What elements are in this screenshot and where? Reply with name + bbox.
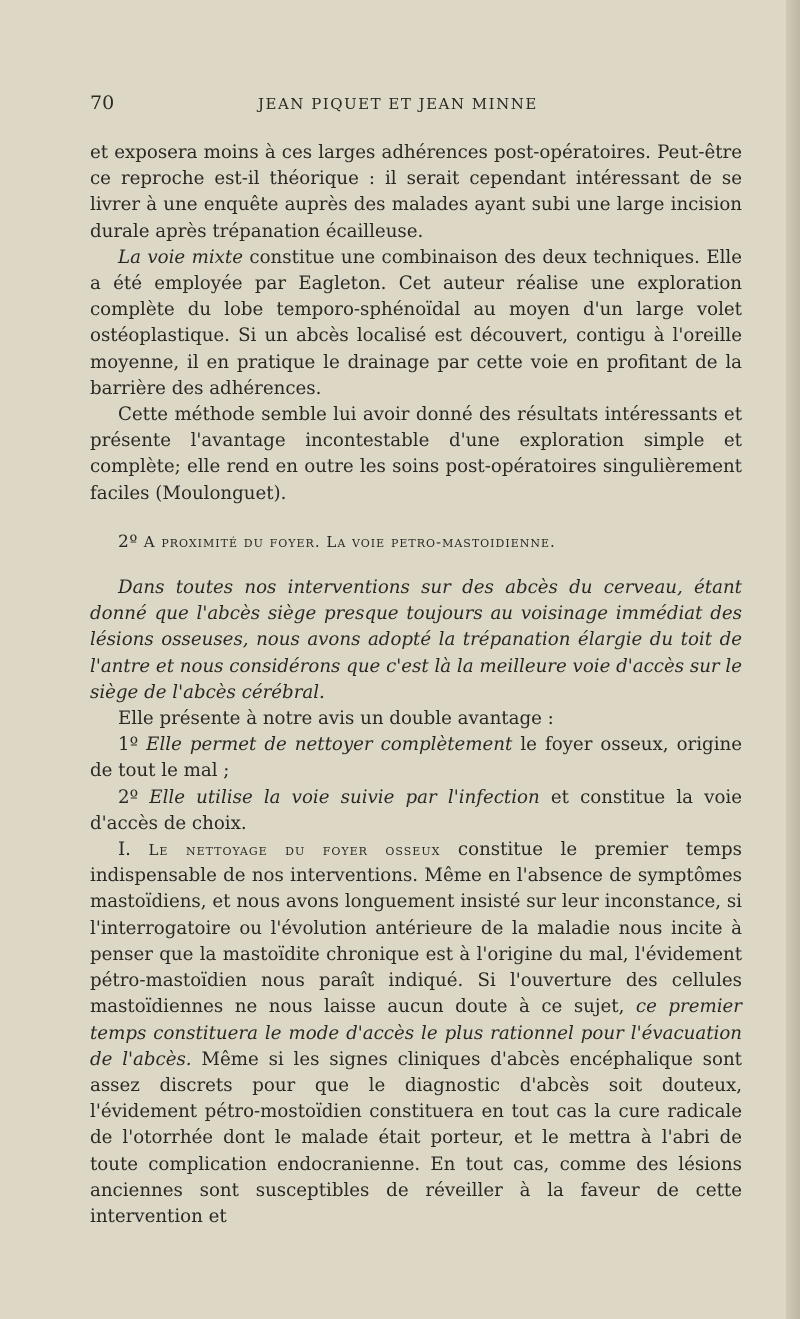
page-body xyxy=(90,140,742,1230)
item-text: et constitue la voie d'accès de choix. xyxy=(90,786,742,834)
paragraph: Elle présente à notre avis un double avantage : xyxy=(118,708,554,730)
emphasis: Elle utilise la voie suivie par l'infection xyxy=(149,786,540,808)
emphasis: Elle permet de nettoyer complètement xyxy=(146,734,513,756)
section-number: 2º xyxy=(118,531,138,552)
item-number: 1º xyxy=(118,734,139,756)
running-title: JEAN PIQUET ET JEAN MINNE xyxy=(258,95,538,113)
paragraph: Cette méthode semble lui avoir donné des résultats intéressants et présente l'avantage incontestable d'une exploration simple et complète; elle rend en outre les soins post-opératoires singulièrement faciles (Moulonguet). xyxy=(90,404,742,504)
paragraph-text: constitue une combinaison des deux techniques. Elle a été employée par Eagleton. Cet auteur réalise une exploration complète du lobe temporo-sphénoïdal au moyen d'un large volet ostéoplastique. Si un abcès localisé est découvert, contigu à l'oreille moyenne, il en pratique le drainage par cette voie en profitant de la barrière des adhérences. xyxy=(90,246,742,399)
list-item xyxy=(90,732,742,784)
page-edge xyxy=(786,0,800,1319)
section-title: A proximité du foyer. La voie petro-mastoidienne. xyxy=(143,532,556,551)
paragraph-text: Même si les signes cliniques d'abcès encéphalique sont assez discrets pour que le diagnostic d'abcès soit douteux, l'évidement pétro-mostoïdien constituera en tout cas la cure radicale de l'otorrhée dont le malade était porteur, et le mettra à l'abri de toute complication endocranienne. En tout cas, comme des lésions anciennes sont susceptibles de réveiller à la faveur de cette intervention et xyxy=(90,1048,742,1227)
page-number: 70 xyxy=(90,92,115,114)
paragraph: et exposera moins à ces larges adhérences post-opératoires. Peut-être ce reproche est-il théorique : il serait cependant intéressant de se livrer à une enquête auprès des malades ayant subi une large incision durale après trépanation écailleuse. xyxy=(90,142,742,242)
emphasis: La voie mixte xyxy=(118,246,243,268)
list-item xyxy=(90,785,742,837)
item-text: le foyer osseux, origine de tout le mal ; xyxy=(90,734,742,782)
paragraph-text: constitue le premier temps indispensable de nos interventions. Même en l'absence de symptômes mastoïdiens, et nous avons longuement insisté sur leur inconstance, si l'interrogatoire ou l'évolution antérieure de la maladie nous incite à penser que la mastoïdite chronique est à l'origine du mal, l'évidement pétro-mastoïdien nous paraît indiqué. Si l'ouverture des cellules mastoïdiennes ne nous laisse aucun doute à ce sujet, xyxy=(90,839,742,1018)
item-number: 2º xyxy=(118,786,139,808)
paragraph-lead: I. xyxy=(118,839,131,861)
emphasis: ce premier temps constituera le mode d'accès le plus rationnel pour l'évacuation de l'abcès. xyxy=(90,996,742,1070)
italic-paragraph: Dans toutes nos interventions sur des abcès du cerveau, étant donné que l'abcès siège presque toujours au voisinage immédiat des lésions osseuses, nous avons adopté la trépanation élargie du toit de l'antre et nous considérons que c'est là la meilleure voie d'accès sur le siège de l'abcès cérébral. xyxy=(90,577,742,703)
section-heading xyxy=(90,529,742,555)
paragraph xyxy=(90,837,742,1230)
small-caps-run: Le nettoyage du foyer osseux xyxy=(148,841,441,860)
paragraph xyxy=(90,245,742,402)
